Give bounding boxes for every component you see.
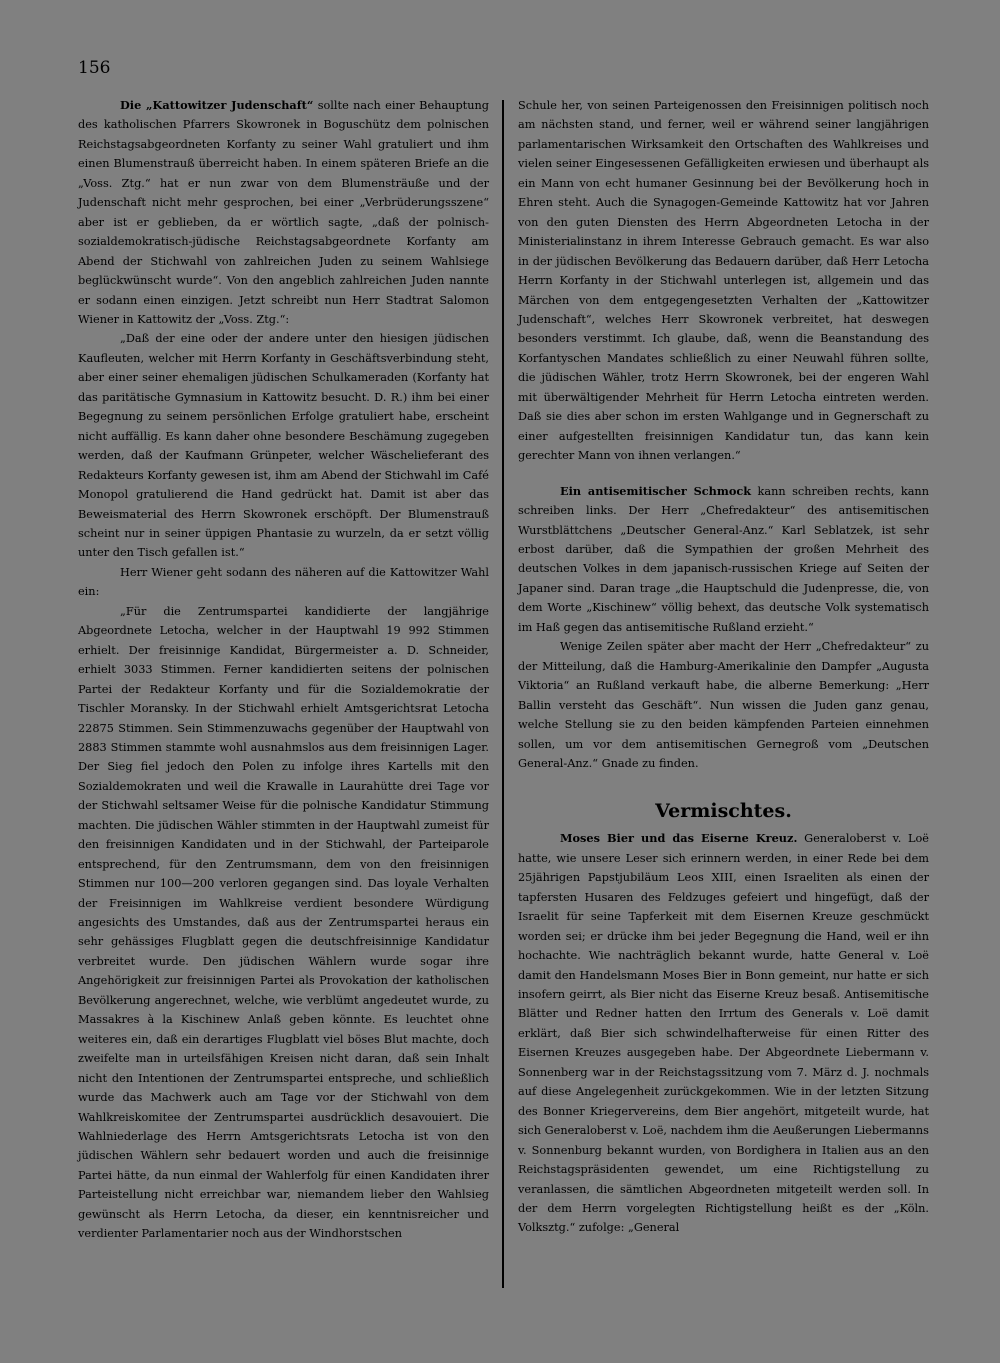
article-intro: kann schreiben rechts, kann schreiben links. Der Herr „Chefredakteur“ des antisemitischen Wurstblättchens „Deutscher General-Anz.“ Karl Seblatzek, ist sehr erbost darüber, daß die Sympathien der großen Mehrheit des deutschen Volkes in dem japanisch-russischen Kriege auf Seiten der Japaner sind. Daran trage „die Hauptschuld die Judenpresse, die, von dem Worte „Kischinew“ völlig behext, das deutsche Volk systematisch im Haß gegen das antisemitische Rußland erzieht.“ — [518, 484, 929, 634]
page-number: 156 — [78, 58, 111, 78]
continuation-paragraph: Schule her, von seinen Parteigenossen den Freisinnigen politisch noch am nächsten stand, und ferner, weil er während seiner langjährigen parlamentarischen Wirksamkeit den Ortschaften des Wahlkreises und vielen seiner Eingesessenen Gefälligkeiten erwiesen und überhaupt als ein Mann von echt humaner Gesinnung bei der Bevölkerung hoch in Ehren steht. Auch die Synagogen-Gemeinde Kattowitz hat vor Jahren von den guten Diensten des Herrn Abgeordneten Letocha in der Ministerialinstanz in ihrem Interesse Gebrauch gemacht. Es war also in der jüdischen Bevölkerung das Bedauern darüber, daß Herr Letocha Herrn Korfanty in der Stichwahl unterlegen ist, allgemein und das Märchen von dem entgegengesetzten Verhalten der „Kattowitzer Judenschaft“, welches Herr Skowronek verbreitet, hat deswegen besonders verstimmt. Ich glaube, daß, wenn die Beanstandung des Korfantyschen Mandates schließlich zu einer Neuwahl führen sollte, die jüdischen Wähler, trotz Herrn Skowronek, bei der engeren Wahl mit überwältigender Mehrheit für Herrn Letocha eintreten werden. Daß sie dies aber schon im ersten Wahlgange und in Gegnerschaft zu einer aufgestellten freisinnigen Kandidatur tun, das kann kein gerechter Mann von ihnen verlangen.“ — [518, 99, 929, 463]
left-column — [78, 96, 489, 1244]
article-heading: Moses Bier und das Eiserne Kreuz. — [560, 831, 798, 846]
article-moses-bier — [518, 829, 929, 1238]
article-text: Generaloberst v. Loë hatte, wie unsere Leser sich erinnern werden, in einer Rede bei dem 25jährigen Papstjubiläum Leos XIII, einen Israeliten als einen der tapfersten Husaren des Feldzuges gefeiert und hingefügt, daß der Israelit für seine Tapferkeit mit dem Eisernen Kreuze geschmückt worden sei; er drücke ihm bei jeder Begegnung die Hand, weil er ihn hochachte. Wie nachträglich bekannt wurde, hatte General v. Loë damit den Handelsmann Moses Bier in Bonn gemeint, nur hatte er sich insofern geirrt, als Bier nicht das Eiserne Kreuz besaß. Antisemitische Blätter und Redner hatten den Irrtum des Generals v. Loë damit erklärt, daß Bier sich schwindelhafterweise für einen Ritter des Eisernen Kreuzes ausgegeben habe. Der Abgeordnete Liebermann v. Sonnenberg war in der Reichstagssitzung vom 7. März d. J. nochmals auf diese Angelegenheit zurückgekommen. Wie in der letzten Sitzung des Bonner Kriegervereins, dem Bier angehört, mitgeteilt wurde, hat sich Generaloberst v. Loë, nachdem ihm die Aeußerungen Liebermanns v. Sonnenburg bekannt wurden, von Bordighera in Italien aus an den Reichstagspräsidenten gewendet, um eine Richtigstellung zu veranlassen, die sämtlichen Abgeordneten mitgeteilt werden soll. In der dem Herrn vorgelegten Richtigstellung heißt es der „Köln. Volksztg.“ zufolge: „General — [518, 832, 929, 1235]
article-heading: Die „Kattowitzer Judenschaft“ — [120, 98, 314, 112]
article-heading: Ein antisemitischer Schmock — [560, 483, 752, 498]
body-paragraph: Wenige Zeilen später aber macht der Herr „Chefredakteur“ zu der Mitteilung, daß die Hamburg-Amerikalinie den Dampfer „Augusta Viktoria“ an Rußland verkauft habe, die alberne Bemerkung: „Herr Ballin versteht das Geschäft“. Nun wissen die Juden ganz genau, welche Stellung sie zu den beiden kämpfenden Parteien einnehmen sollen, um vor dem antisemitischen Gernegroß vom „Deutschen General-Anz.“ Gnade zu finden. — [518, 640, 929, 770]
section-title: Vermischtes. — [655, 800, 792, 823]
article-intro: sollte nach einer Behauptung des katholischen Pfarrers Skowronek in Boguschütz dem polnischen Reichstagsabgeordneten Korfanty zu seiner Wahl gratuliert und ihm einen Blumenstrauß überreicht haben. In einem späteren Briefe an die „Voss. Ztg.“ hat er nun zwar von dem Blumensträuße und der Judenschaft nicht mehr gesprochen, bei einer „Verbrüderungsszene“ aber ist er geblieben, da er wörtlich sagte, „daß der polnisch-sozialdemokratisch-jüdische Reichstagsabgeordnete Korfanty am Abend der Stichwahl von zahlreichen Juden zu seinem Wahlsiege beglückwünscht wurde“. Von den angeblich zahlreichen Juden nannte er sodann einen einzigen. Jetzt schreibt nun Herr Stadtrat Salomon Wiener in Kattowitz der „Voss. Ztg.“: — [78, 99, 489, 326]
article-antisemitischer-schmock — [518, 482, 929, 638]
right-column — [518, 96, 929, 1238]
quote-paragraph: „Für die Zentrumspartei kandidierte der langjährige Abgeordnete Letocha, welcher in der Hauptwahl 19 992 Stimmen erhielt. Der freisinnige Kandidat, Bürgermeister a. D. Schneider, erhielt 3033 Stimmen. Ferner kandidierten seitens der polnischen Partei der Redakteur Korfanty und für die Sozialdemokratie der Tischler Moransky. In der Stichwahl erhielt Amtsgerichtsrat Letocha 22875 Stimmen. Sein Stimmenzuwachs gegenüber der Hauptwahl von 2883 Stimmen stammte wohl ausnahmslos aus dem freisinnigen Lager. Der Sieg fiel jedoch den Polen zu infolge ihres Kartells mit den Sozialdemokraten und weil die Krawalle in Laurahütte drei Tage vor der Stichwahl seltsamer Weise für die polnische Kandidatur Stimmung machten. Die jüdischen Wähler stimmten in der Hauptwahl zumeist für den freisinnigen Kandidaten und in der Stichwahl, der Parteiparole entsprechend, für den Zentrumsmann, dem von den freisinnigen Stimmen nur 100—200 verloren gegangen sind. Das loyale Verhalten der Freisinnigen im Wahlkreise verdient besondere Würdigung angesichts des Umstandes, daß aus der Zentrumspartei heraus ein sehr gehässiges Flugblatt gegen die deutschfreisinnige Kandidatur verbreitet wurde. Den jüdischen Wählern wurde sogar ihre Angehörigkeit zur freisinnigen Partei als Provokation der katholischen Bevölkerung angerechnet, welche, wie verblümt angedeutet wurde, zu Massakres à la Kischinew Anlaß geben könnte. Es leuchtet ohne weiteres ein, daß ein derartiges Flugblatt viel böses Blut machte, doch zweifelte man in urteilsfähigen Kreisen nicht daran, daß sein Inhalt nicht den Intentionen der Zentrumspartei entspreche, und schließlich wurde das Machwerk auch am Tage vor der Stichwahl von dem Wahlkreiskomitee der Zentrumspartei ausdrücklich desavouiert. Die Wahlniederlage des Herrn Amtsgerichtsrats Letocha ist von den jüdischen Wählern sehr bedauert worden und auch die freisinnige Partei hätte, da nun einmal der Wahlerfolg für einen Kandidaten ihrer Parteistellung nicht erreichbar war, niemandem lieber den Wahlsieg gewünscht als Herrn Letocha, da dieser, ein kenntnisreicher und verdienter Parlamentarier noch aus der Windhorstschen — [78, 604, 489, 1241]
article-kattowitzer-judenschaft — [78, 96, 489, 329]
body-paragraph: Herr Wiener geht sodann des näheren auf die Kattowitzer Wahl ein: — [78, 565, 489, 599]
quote-paragraph: „Daß der eine oder der andere unter den hiesigen jüdischen Kaufleuten, welcher mit Herrn Korfanty in Geschäftsverbindung steht, aber einer seiner ehemaligen jüdischen Schulkameraden (Korfanty hat das paritätische Gymnasium in Kattowitz besucht. D. R.) ihm bei einer Begegnung zu seinem persönlichen Erfolge gratuliert habe, erscheint nicht auffällig. Es kann daher ohne besondere Beschämung zugegeben werden, daß der Kaufmann Grünpeter, welcher Wäschelieferant des Redakteurs Korfanty gewesen ist, ihm am Abend der Stichwahl im Café Monopol gratulierend die Hand gedrückt hat. Damit ist aber das Beweismaterial des Herrn Skowronek erschöpft. Der Blumenstrauß scheint nur in seiner üppigen Phantasie zu wurzeln, da er setzt völlig unter den Tisch gefallen ist.“ — [78, 332, 489, 560]
column-divider — [502, 100, 504, 1288]
